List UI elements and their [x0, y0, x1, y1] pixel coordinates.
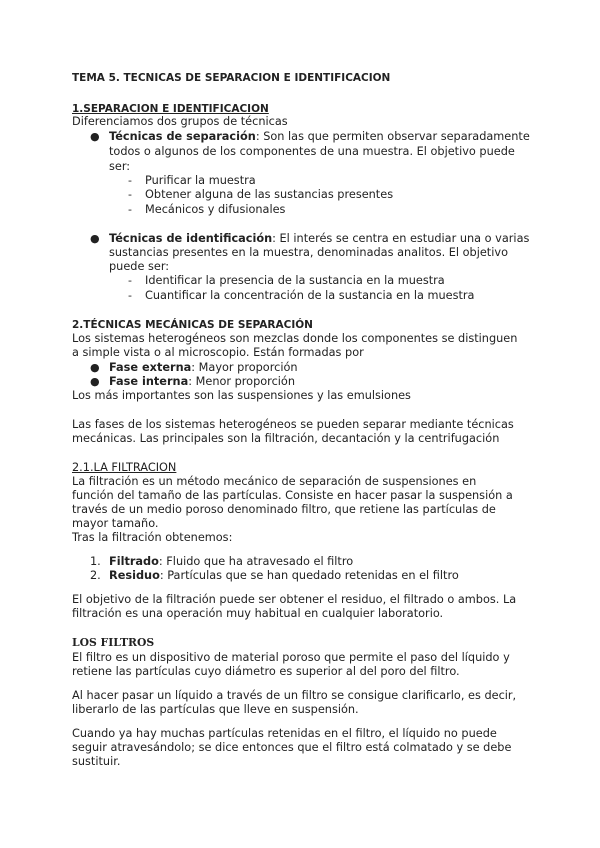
section-2-1-heading: 2.1.LA FILTRACION: [72, 461, 177, 474]
dash-item-3: Mecánicos y difusionales: [145, 203, 286, 216]
term-tecnicas-separacion: Técnicas de separación: [109, 130, 256, 143]
document-title: TEMA 5. TECNICAS DE SEPARACION E IDENTIFICACION: [72, 72, 391, 84]
bullet-icon: ●: [90, 375, 100, 388]
section-2-1-line-3: través de un medio poroso denominado filtro, que retiene las partículas de: [72, 503, 496, 516]
numbered-item-1-num: 1.: [90, 555, 101, 568]
section-1-intro: Diferenciamos dos grupos de técnicas: [72, 115, 288, 128]
filtros-para-3-line-3: sustituir.: [72, 755, 121, 768]
section-1-heading: 1.SEPARACION E IDENTIFICACION: [72, 103, 269, 115]
dash-icon: -: [128, 274, 132, 287]
section-2-para-2-line-1: Las fases de los sistemas heterogéneos se pueden separar mediante técnicas: [72, 418, 514, 431]
section-2-heading: 2.TÉCNICAS MECÁNICAS DE SEPARACIÓN: [72, 319, 313, 331]
dash-item-2: Obtener alguna de las sustancias presentes: [145, 188, 394, 201]
section-2-1-para-2-line-1: El objetivo de la filtración puede ser obtener el residuo, el filtrado o ambos. La: [72, 593, 517, 606]
dash-icon: -: [128, 188, 132, 201]
bullet-separacion-line-1: Técnicas de separación: Son las que permiten observar separadamente: [109, 130, 530, 143]
filtros-para-2-line-2: liberarlo de las partículas que lleve en suspensión.: [72, 703, 359, 716]
numbered-item-residuo: Residuo: Partículas que se han quedado retenidas en el filtro: [109, 569, 459, 582]
bullet-identificacion-line-3: puede ser:: [109, 260, 170, 273]
section-2-line-2: a simple vista o al microscopio. Están formadas por: [72, 346, 364, 359]
filtros-para-2-line-1: Al hacer pasar un líquido a través de un filtro se consigue clarificarlo, es decir,: [72, 689, 517, 702]
section-2-1-line-4: mayor tamaño.: [72, 517, 159, 530]
term-tecnicas-identificacion: Técnicas de identificación: [109, 232, 273, 245]
bullet-identificacion-line-2: sustancias presentes en la muestra, denominadas analitos. El objetivo: [109, 246, 508, 259]
filtros-heading: LOS FILTROS: [72, 636, 155, 649]
section-2-para-2-line-2: mecánicas. Las principales son la filtración, decantación y la centrifugación: [72, 432, 500, 445]
bullet-icon: ●: [90, 130, 100, 143]
filtros-para-3-line-1: Cuando ya hay muchas partículas retenidas en el filtro, el líquido no puede: [72, 727, 497, 740]
dash-icon: -: [128, 174, 132, 187]
section-2-line-3: Los más importantes son las suspensiones y las emulsiones: [72, 389, 411, 402]
dash-item-1: Purificar la muestra: [145, 174, 256, 187]
numbered-item-filtrado: Filtrado: Fluido que ha atravesado el filtro: [109, 555, 354, 568]
section-2-1-para-2-line-2: filtración es una operación muy habitual en cualquier laboratorio.: [72, 607, 444, 620]
numbered-item-2-num: 2.: [90, 569, 101, 582]
filtros-para-1-line-2: retiene las partículas cuyo diámetro es superior al del poro del filtro.: [72, 665, 460, 678]
dash-icon: -: [128, 289, 132, 302]
dash-icon: -: [128, 203, 132, 216]
filtros-para-1-line-1: El filtro es un dispositivo de material poroso que permite el paso del líquido y: [72, 651, 510, 664]
section-2-1-line-5: Tras la filtración obtenemos:: [72, 531, 233, 544]
bullet-icon: ●: [90, 232, 100, 245]
filtros-para-3-line-2: seguir atravesándolo; se dice entonces que el filtro está colmatado y se debe: [72, 741, 512, 754]
bullet-separacion-line-2: todos o algunos de los componentes de una muestra. El objetivo puede: [109, 145, 515, 158]
dash-item-5: Cuantificar la concentración de la sustancia en la muestra: [145, 289, 475, 302]
section-2-line-1: Los sistemas heterogéneos son mezclas donde los componentes se distinguen: [72, 332, 518, 345]
fase-externa-item: Fase externa: Mayor proporción: [109, 361, 298, 374]
bullet-separacion-line-3: ser:: [109, 160, 131, 173]
section-2-1-line-1: La filtración es un método mecánico de separación de suspensiones en: [72, 475, 477, 488]
bullet-icon: ●: [90, 361, 100, 374]
fase-interna-item: Fase interna: Menor proporción: [109, 375, 295, 388]
section-2-1-line-2: función del tamaño de las partículas. Consiste en hacer pasar la suspensión a: [72, 489, 513, 502]
dash-item-4: Identificar la presencia de la sustancia en la muestra: [145, 274, 445, 287]
bullet-identificacion-line-1: Técnicas de identificación: El interés se centra en estudiar una o varias: [109, 232, 530, 245]
